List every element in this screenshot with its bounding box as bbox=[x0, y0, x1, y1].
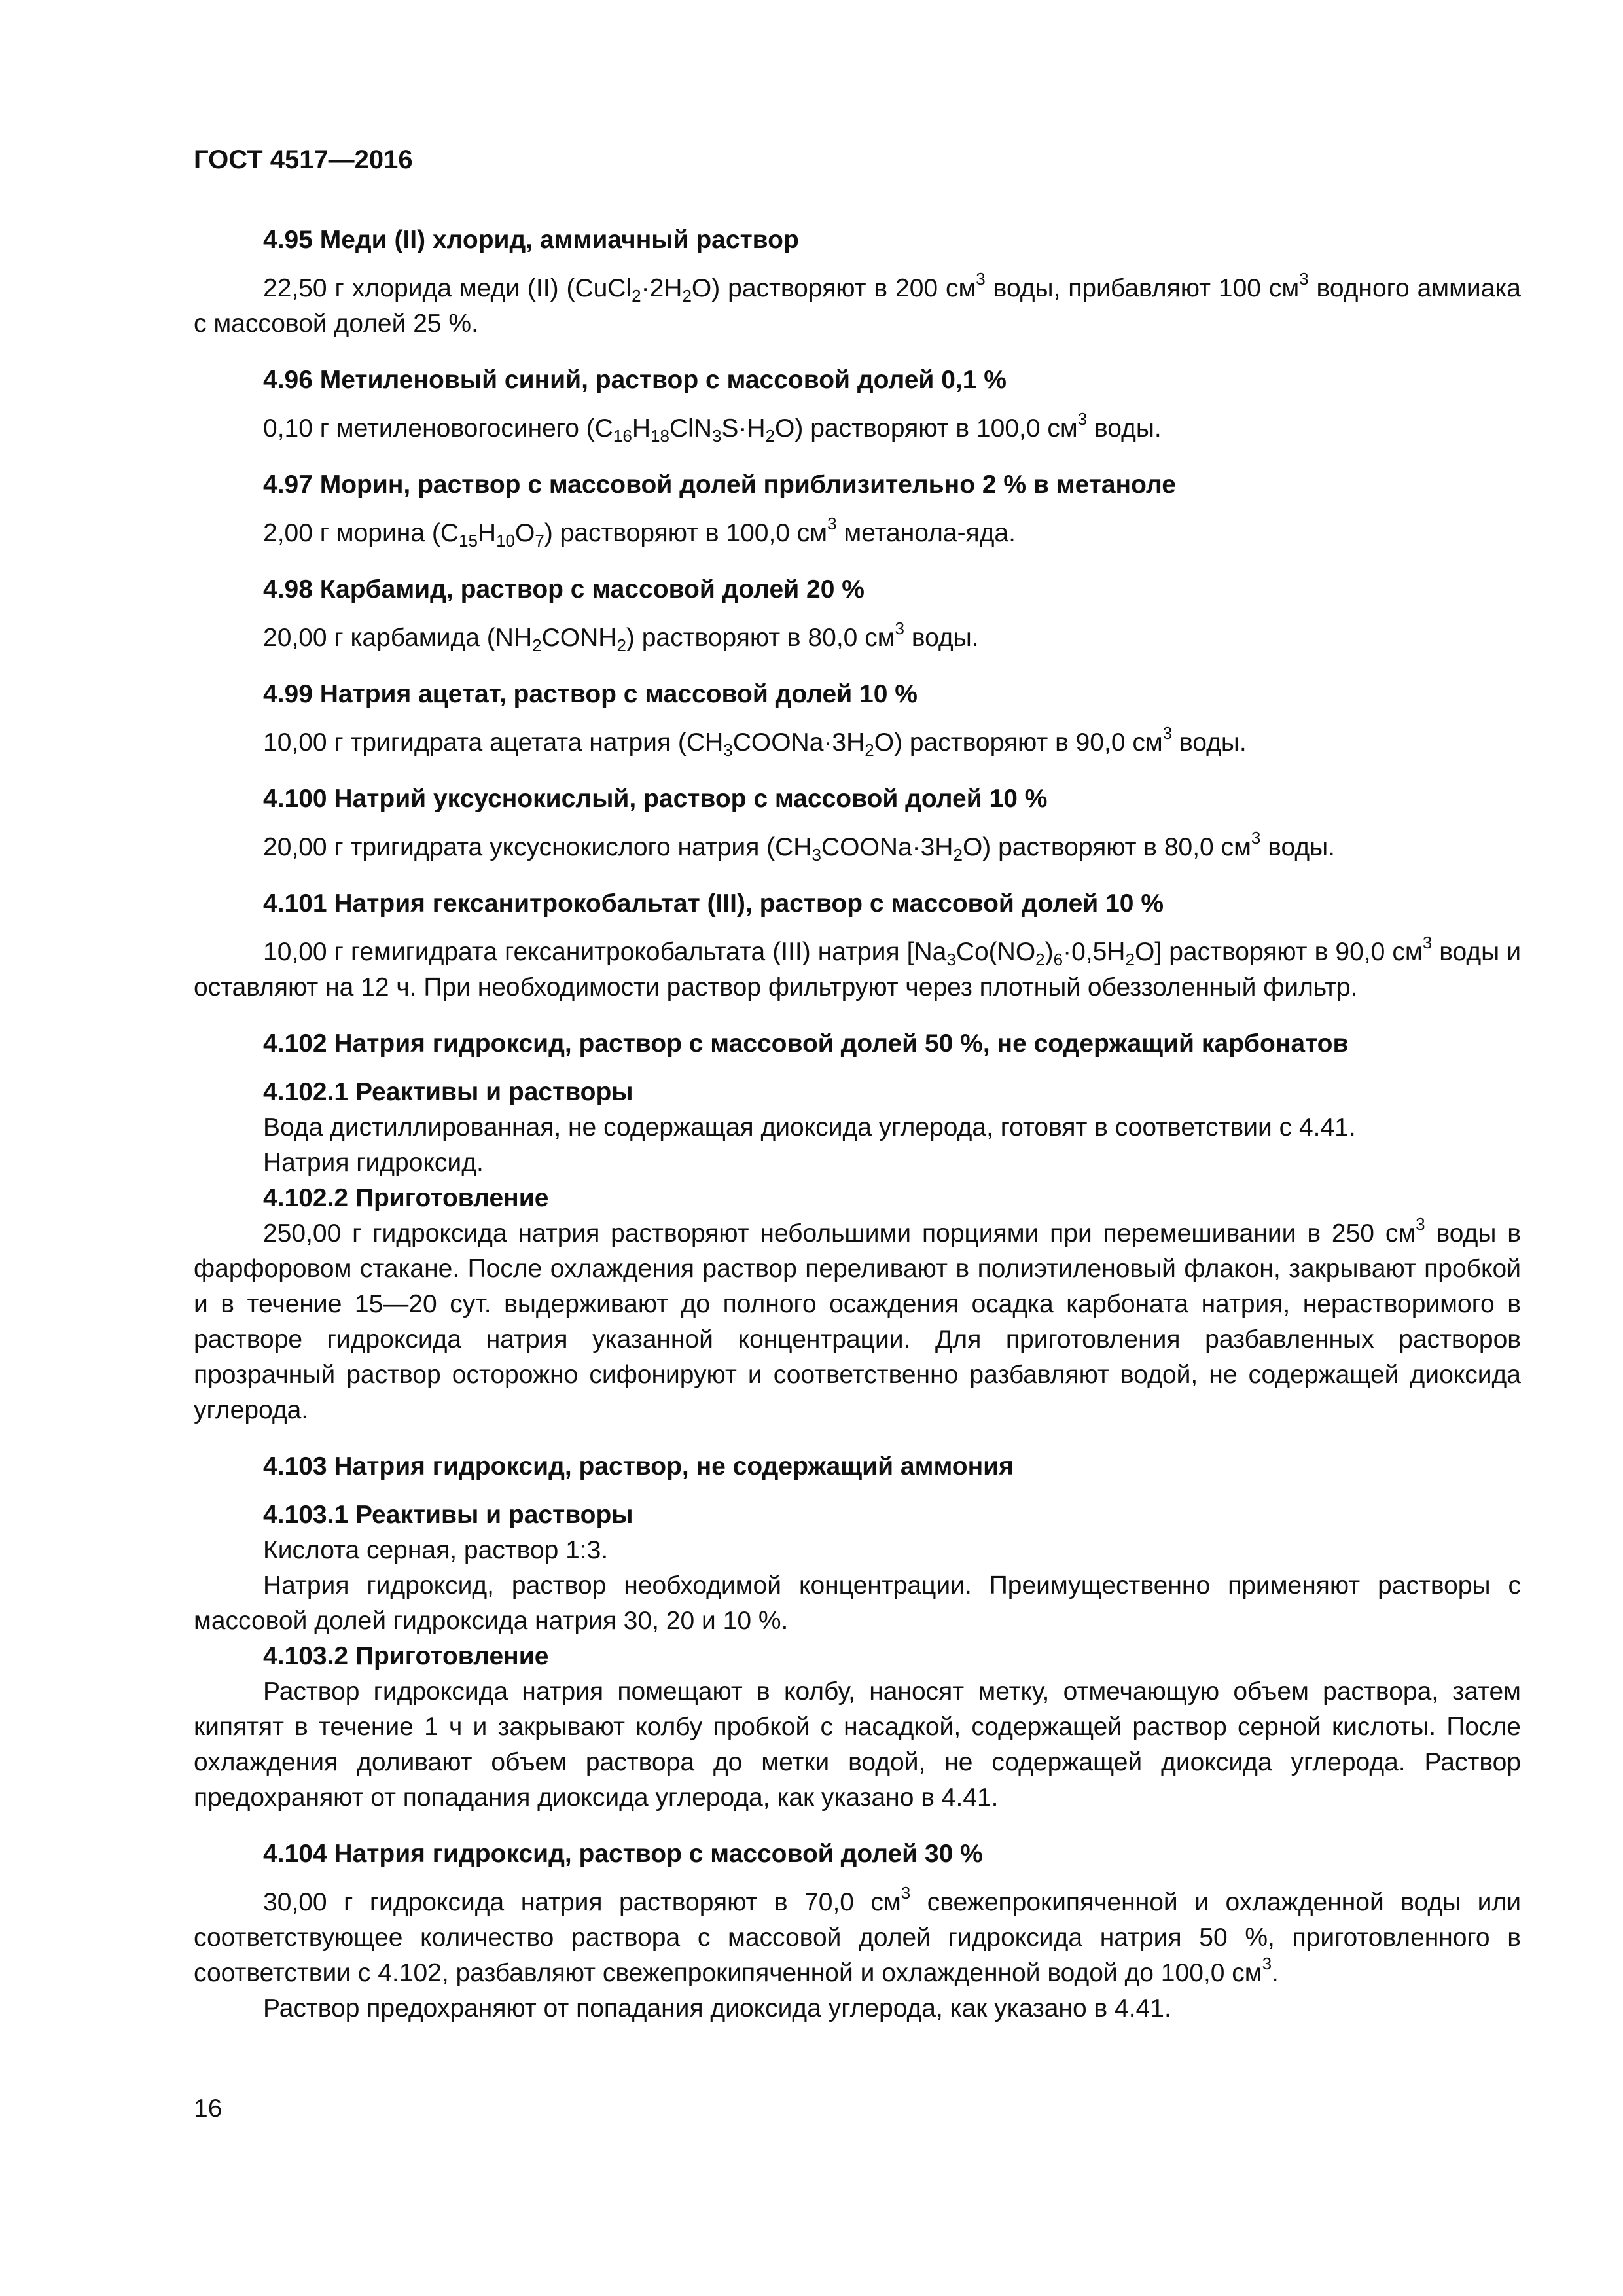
document-header: ГОСТ 4517—2016 bbox=[194, 145, 413, 174]
heading-4-96: 4.96 Метиленовый синий, раствор с массовой долей 0,1 % bbox=[263, 366, 1007, 394]
paragraph-4-102-1-a: Вода дистиллированная, не содержащая диоксида углерода, готовят в соответствии с 4.41. bbox=[263, 1113, 1356, 1141]
page-number: 16 bbox=[194, 2094, 223, 2123]
paragraph-4-95: 22,50 г хлорида меди (II) $(CuCl_2\cdot 2H_2O)$ растворяют в 200 $см^3$ воды, прибавляют 100 $см^3$ водного аммиака с массовой долей 25 %. bbox=[194, 269, 1521, 338]
document-body bbox=[194, 223, 1521, 2026]
heading-4-102: 4.102 Натрия гидроксид, раствор с массовой долей 50 %, не содержащий карбонатов bbox=[263, 1030, 1349, 1058]
paragraph-4-102-1-b: Натрия гидроксид. bbox=[263, 1149, 484, 1177]
heading-4-98: 4.98 Карбамид, раствор с массовой долей 20 % bbox=[263, 575, 865, 603]
paragraph-4-103-2: Раствор гидроксида натрия помещают в колбу, наносят метку, отмечающую объем раствора, затем кипятят в течение 1 ч и закрывают колбу пробкой с насадкой, содержащей раствор серной кислоты. После охлаждения доливают объем раствора до метки водой, не содержащей диоксида углерода. Раствор предохраняют от попадания диоксида углерода, как указано в 4.41. bbox=[194, 1677, 1521, 1812]
paragraph-4-103-1-b: Натрия гидроксид, раствор необходимой концентрации. Преимущественно применяют растворы с массовой долей гидроксида натрия 30, 20 и 10 %. bbox=[194, 1571, 1521, 1635]
heading-4-95: 4.95 Меди (II) хлорид, аммиачный раствор bbox=[263, 226, 799, 254]
heading-4-100: 4.100 Натрий уксуснокислый, раствор с массовой долей 10 % bbox=[263, 785, 1048, 813]
paragraph-4-104: 30,00 г гидроксида натрия растворяют в 70,0 $см^3$ свежепрокипяченной и охлажденной воды или соответствующее количество раствора с массовой долей гидроксида натрия 50 %, приготовленного в соответствии с 4.102, разбавляют свежепрокипяченной и охлажденной водой до 100,0 $см^3$. bbox=[194, 1883, 1521, 1987]
paragraph-4-103-1-a: Кислота серная, раствор 1:3. bbox=[263, 1536, 609, 1564]
heading-4-103-2: 4.103.2 Приготовление bbox=[263, 1642, 549, 1670]
heading-4-102-1: 4.102.1 Реактивы и растворы bbox=[263, 1078, 633, 1106]
paragraph-4-104-b: Раствор предохраняют от попадания диоксида углерода, как указано в 4.41. bbox=[263, 1994, 1171, 2022]
paragraph-4-96: 0,10 г метиленовогосинего $(C_{16}H_{18}ClN_3S\cdot H_2O)$ растворяют в 100,0 $см^3$ воды. bbox=[263, 409, 1162, 446]
heading-4-102-2: 4.102.2 Приготовление bbox=[263, 1184, 549, 1212]
heading-4-103: 4.103 Натрия гидроксид, раствор, не содержащий аммония bbox=[263, 1452, 1014, 1480]
heading-4-101: 4.101 Натрия гексанитрокобальтат (III), раствор с массовой долей 10 % bbox=[263, 889, 1164, 918]
paragraph-4-98: 20,00 г карбамида $(NH_2CONH_2)$ растворяют в 80,0 $см^3$ воды. bbox=[263, 619, 979, 655]
heading-4-104: 4.104 Натрия гидроксид, раствор с массовой долей 30 % bbox=[263, 1840, 983, 1868]
paragraph-4-100: 20,00 г тригидрата уксуснокислого натрия $(CH_3COONa\cdot 3H_2O)$ растворяют в 80,0 $см^3$ воды. bbox=[263, 828, 1335, 865]
paragraph-4-102-2: 250,00 г гидроксида натрия растворяют небольшими порциями при перемешивании в 250 $см^3$ воды в фарфоровом стакане. После охлаждения раствор переливают в полиэтиленовый флакон, закрывают пробкой и в течение 15—20 сут. выдерживают до полного осаждения осадка карбоната натрия, нерастворимого в растворе гидроксида натрия указанной концентрации. Для приготовления разбавленных растворов прозрачный раствор осторожно сифонируют и соответственно разбавляют водой, не содержащей диоксида углерода. bbox=[194, 1214, 1521, 1424]
paragraph-4-101: 10,00 г гемигидрата гексанитрокобальтата (III) натрия $[Na_3Co(NO_2)_6\cdot 0,5H_2O]$ растворяют в 90,0 $см^3$ воды и оставляют на 12 ч. При необходимости раствор фильтруют через плотный обеззоленный фильтр. bbox=[194, 933, 1522, 1001]
paragraph-4-99: 10,00 г тригидрата ацетата натрия $(CH_3COONa\cdot 3H_2O)$ растворяют в 90,0 $см^3$ воды. bbox=[263, 723, 1247, 760]
heading-4-103-1: 4.103.1 Реактивы и растворы bbox=[263, 1501, 633, 1529]
heading-4-99: 4.99 Натрия ацетат, раствор с массовой долей 10 % bbox=[263, 680, 918, 708]
paragraph-4-97: 2,00 г морина $(C_{15}H_{10}O_7)$ растворяют в 100,0 $см^3$ метанола-яда. bbox=[263, 514, 1016, 550]
heading-4-97: 4.97 Морин, раствор с массовой долей приблизительно 2 % в метаноле bbox=[263, 471, 1176, 499]
